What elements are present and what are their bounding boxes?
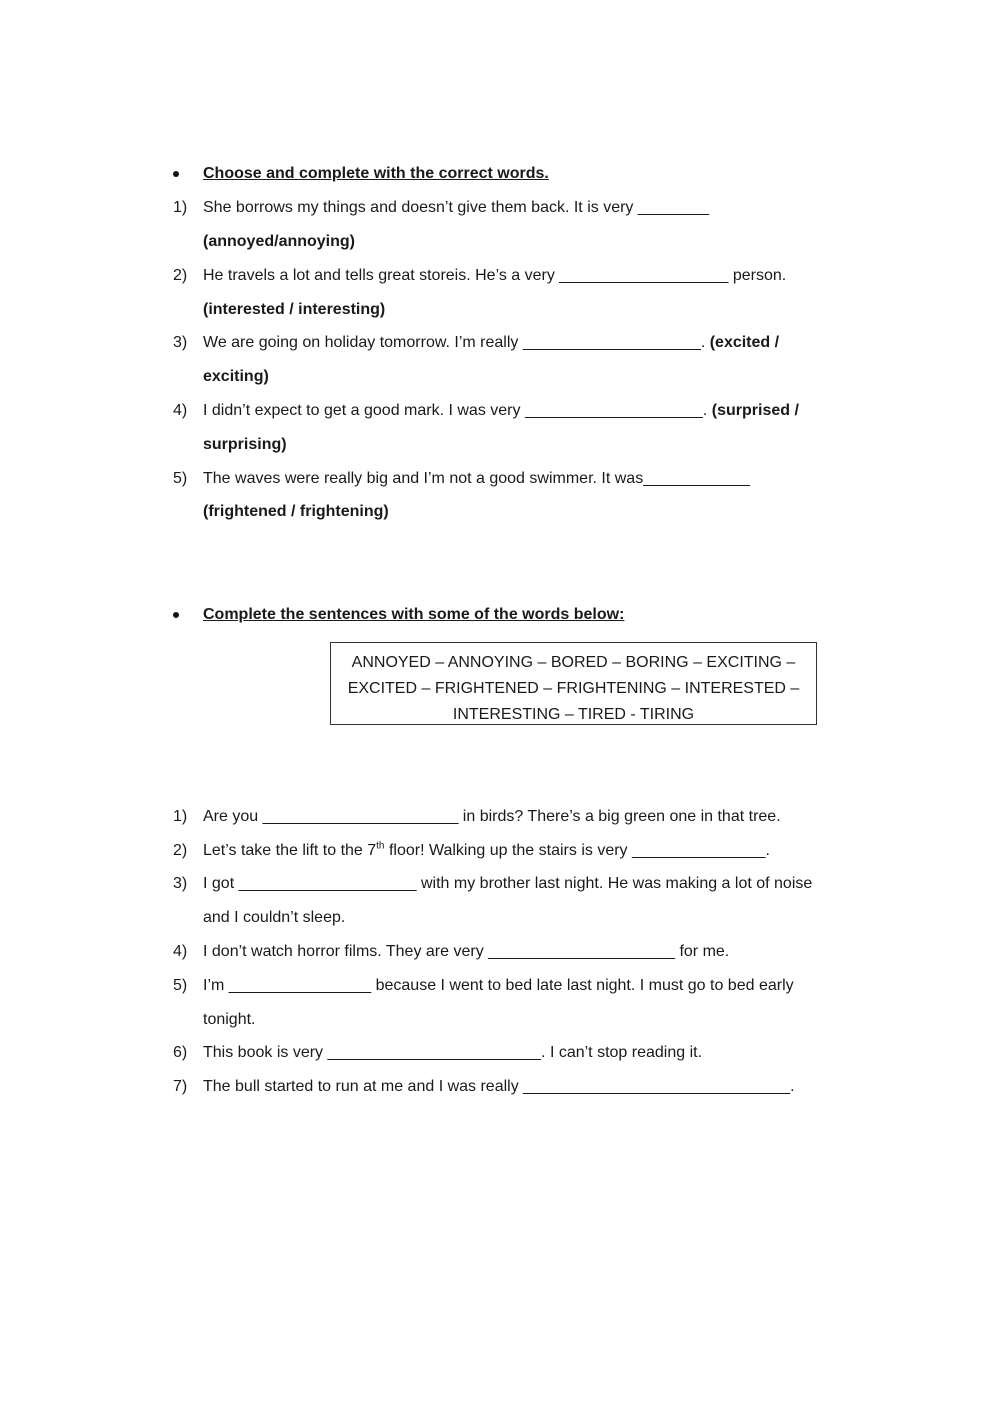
s2-item3-text: I got ____________________ with my brother last night. He was making a lot of noise bbox=[203, 875, 813, 892]
s2-item5-number: 5) bbox=[173, 977, 188, 994]
s2-item7-text: The bull started to run at me and I was really ______________________________. bbox=[203, 1078, 795, 1095]
s1-item4-number: 4) bbox=[173, 402, 188, 419]
word-bank-line: ANNOYED – ANNOYING – BORED – BORING – EXCITING – bbox=[351, 654, 796, 671]
s2-item2-text-pre: Let’s take the lift to the 7 bbox=[203, 842, 377, 859]
s2-item4-number: 4) bbox=[173, 943, 188, 960]
section1-heading: Choose and complete with the correct words. bbox=[203, 165, 549, 182]
s2-item3-number: 3) bbox=[173, 875, 188, 892]
s2-item6-number: 6) bbox=[173, 1044, 188, 1061]
s1-item4-options-start: (surprised / bbox=[707, 402, 799, 419]
s1-item3-options-end: exciting) bbox=[203, 368, 269, 385]
s1-item2-text: He travels a lot and tells great storeis. He’s a very ___________________ person. bbox=[203, 267, 787, 284]
s2-item2-text-post: floor! Walking up the stairs is very _______________. bbox=[384, 842, 770, 859]
s2-item5-text: I’m ________________ because I went to bed late last night. I must go to bed early bbox=[203, 977, 794, 994]
s1-item3-line1 bbox=[203, 333, 779, 353]
s1-item4-text: I didn’t expect to get a good mark. I was very ____________________. bbox=[203, 402, 708, 419]
word-bank-line: INTERESTING – TIRED - TIRING bbox=[452, 706, 695, 723]
s2-item7-number: 7) bbox=[173, 1078, 188, 1095]
s1-item5-number: 5) bbox=[173, 470, 188, 487]
s1-item1-options: (annoyed/annoying) bbox=[203, 233, 355, 250]
s1-item3-number: 3) bbox=[173, 334, 188, 351]
s1-item3-text: We are going on holiday tomorrow. I’m really ____________________. bbox=[203, 334, 706, 351]
s2-item5-text-cont: tonight. bbox=[203, 1011, 256, 1028]
s2-item3-text-cont: and I couldn’t sleep. bbox=[203, 909, 346, 926]
s2-item2-number: 2) bbox=[173, 842, 188, 859]
bullet-icon bbox=[173, 171, 179, 177]
s1-item1-number: 1) bbox=[173, 199, 188, 216]
s2-item2-superscript: th bbox=[376, 840, 385, 852]
s2-item6-text: This book is very ________________________. I can’t stop reading it. bbox=[203, 1044, 703, 1061]
s1-item1-text: She borrows my things and doesn’t give them back. It is very ________ bbox=[203, 199, 710, 216]
bullet-icon bbox=[173, 612, 179, 618]
word-bank-line: EXCITED – FRIGHTENED – FRIGHTENING – INTERESTED – bbox=[347, 680, 800, 697]
s1-item2-options: (interested / interesting) bbox=[203, 301, 386, 318]
s1-item3-options-start: (excited / bbox=[705, 334, 780, 351]
s2-item1-number: 1) bbox=[173, 808, 188, 825]
s2-item1-text: Are you ______________________ in birds? There’s a big green one in that tree. bbox=[203, 808, 781, 825]
word-bank-box bbox=[330, 642, 817, 725]
s2-item4-text: I don’t watch horror films. They are very _____________________ for me. bbox=[203, 943, 730, 960]
section2-heading: Complete the sentences with some of the words below: bbox=[203, 606, 625, 623]
s1-item4-options-end: surprising) bbox=[203, 436, 287, 453]
s1-item5-text: The waves were really big and I’m not a good swimmer. It was____________ bbox=[203, 470, 750, 487]
s2-item2-line1 bbox=[203, 841, 770, 861]
s1-item2-number: 2) bbox=[173, 267, 188, 284]
s1-item4-line1 bbox=[203, 401, 799, 421]
s1-item5-options: (frightened / frightening) bbox=[203, 503, 389, 520]
